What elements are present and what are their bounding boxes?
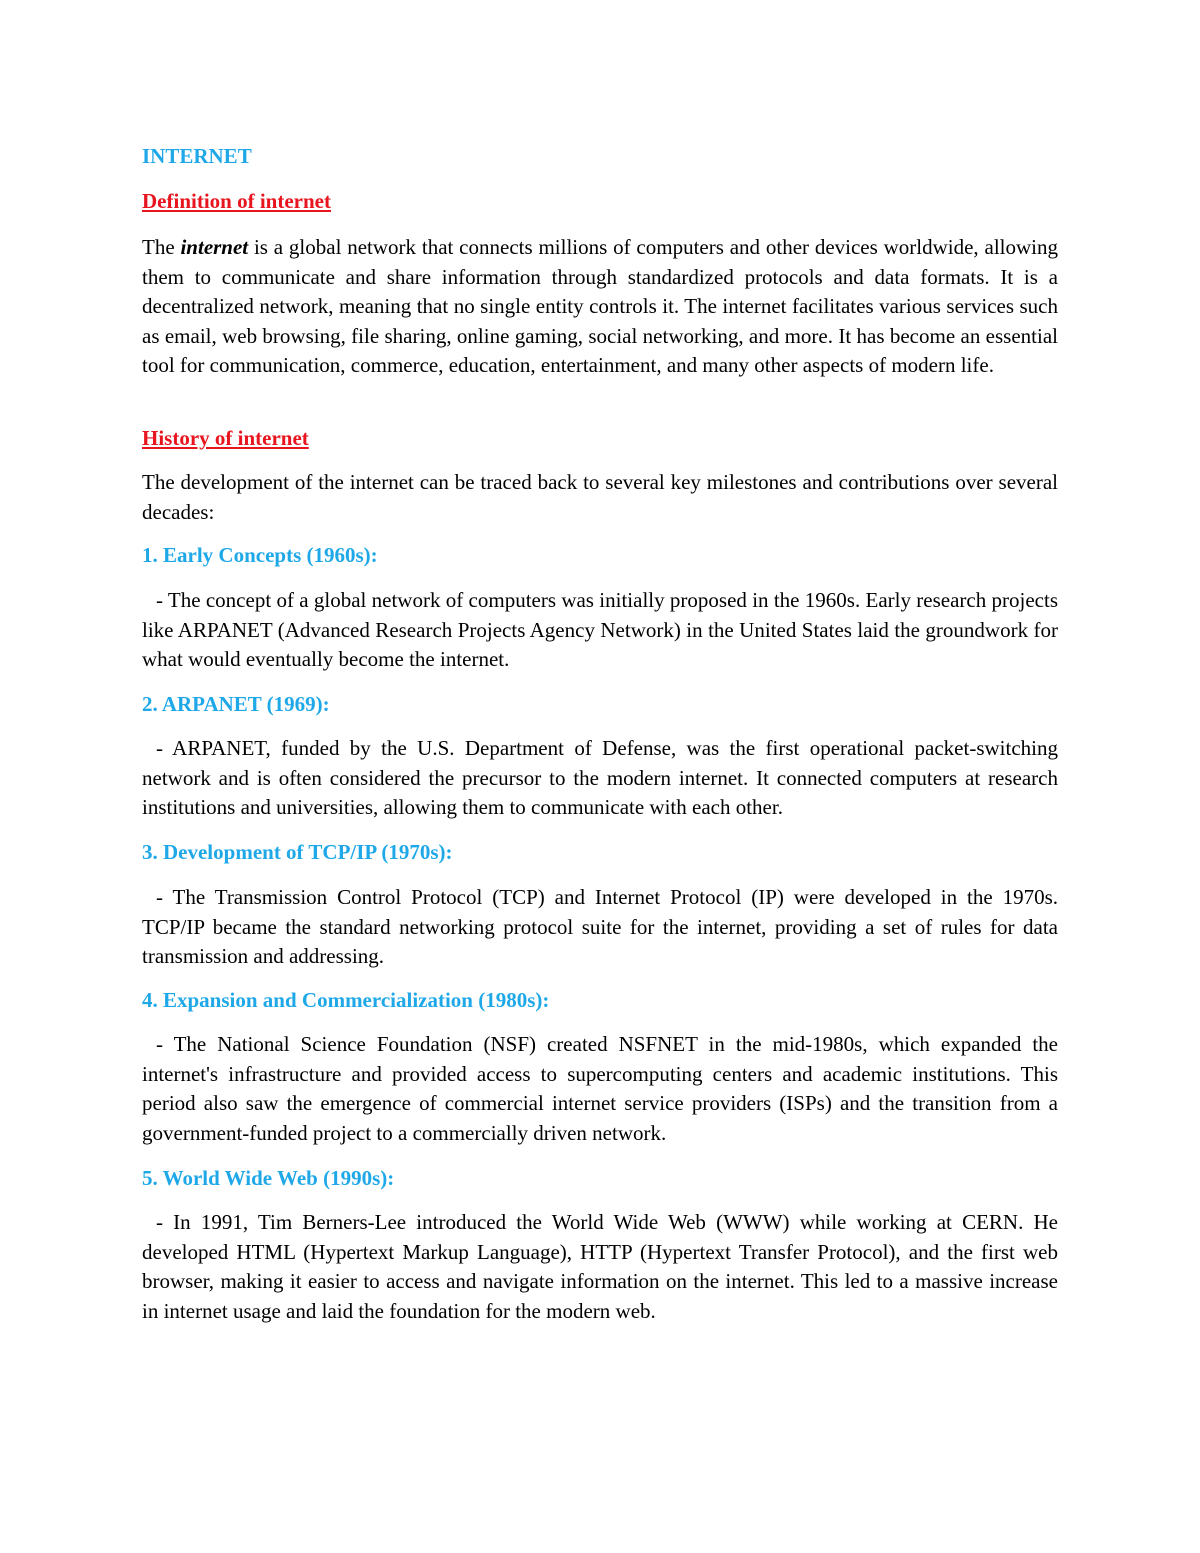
definition-text-before: The [142, 235, 181, 259]
history-intro: The development of the internet can be traced back to several key milestones and contributions over several decades: [142, 470, 1058, 524]
milestone-text-1: - The concept of a global network of computers was initially proposed in the 1960s. Early research projects like ARPANET (Advanced Research Projects Agency Network) in the United States laid the groundwork for what would eventually become the internet. [142, 588, 1058, 671]
milestone-text-3: - The Transmission Control Protocol (TCP) and Internet Protocol (IP) were developed in the 1970s. TCP/IP became the standard networking protocol suite for the internet, providing a set of rules for data transmission and addressing. [142, 885, 1058, 968]
definition-heading: Definition of internet [142, 189, 331, 213]
definition-term: internet [180, 235, 249, 259]
milestone-heading-5: 5. World Wide Web (1990s): [142, 1166, 395, 1190]
milestone-heading-4: 4. Expansion and Commercialization (1980s): [142, 988, 550, 1012]
milestone-text-5: - In 1991, Tim Berners-Lee introduced the World Wide Web (WWW) while working at CERN. He developed HTML (Hypertext Markup Language), HTTP (Hypertext Transfer Protocol), and the first web browser, making it easier to access and navigate information on the internet. This led to a massive increase in internet usage and laid the foundation for the modern web. [142, 1210, 1058, 1323]
milestone-heading-2: 2. ARPANET (1969): [142, 692, 330, 716]
milestone-text-2: - ARPANET, funded by the U.S. Department of Defense, was the first operational packet-switching network and is often considered the precursor to the modern internet. It connected computers at research institutions and universities, allowing them to communicate with each other. [142, 736, 1058, 819]
milestone-heading-3: 3. Development of TCP/IP (1970s): [142, 840, 453, 864]
history-heading: History of internet [142, 426, 309, 450]
definition-paragraph [142, 233, 1058, 381]
definition-text-after: is a global network that connects millions of computers and other devices worldwide, allowing them to communicate and share information through standardized protocols and data formats. It is a decentralized network, meaning that no single entity controls it. The internet facilitates various services such as email, web browsing, file sharing, online gaming, social networking, and more. It has become an essential tool for communication, commerce, education, entertainment, and many other aspects of modern life. [142, 235, 1058, 377]
milestone-text-4: - The National Science Foundation (NSF) created NSFNET in the mid-1980s, which expanded the internet's infrastructure and provided access to supercomputing centers and academic institutions. This period also saw the emergence of commercial internet service providers (ISPs) and the transition from a government-funded project to a commercially driven network. [142, 1032, 1058, 1145]
milestone-heading-1: 1. Early Concepts (1960s): [142, 543, 378, 567]
document-title: INTERNET [142, 144, 252, 168]
